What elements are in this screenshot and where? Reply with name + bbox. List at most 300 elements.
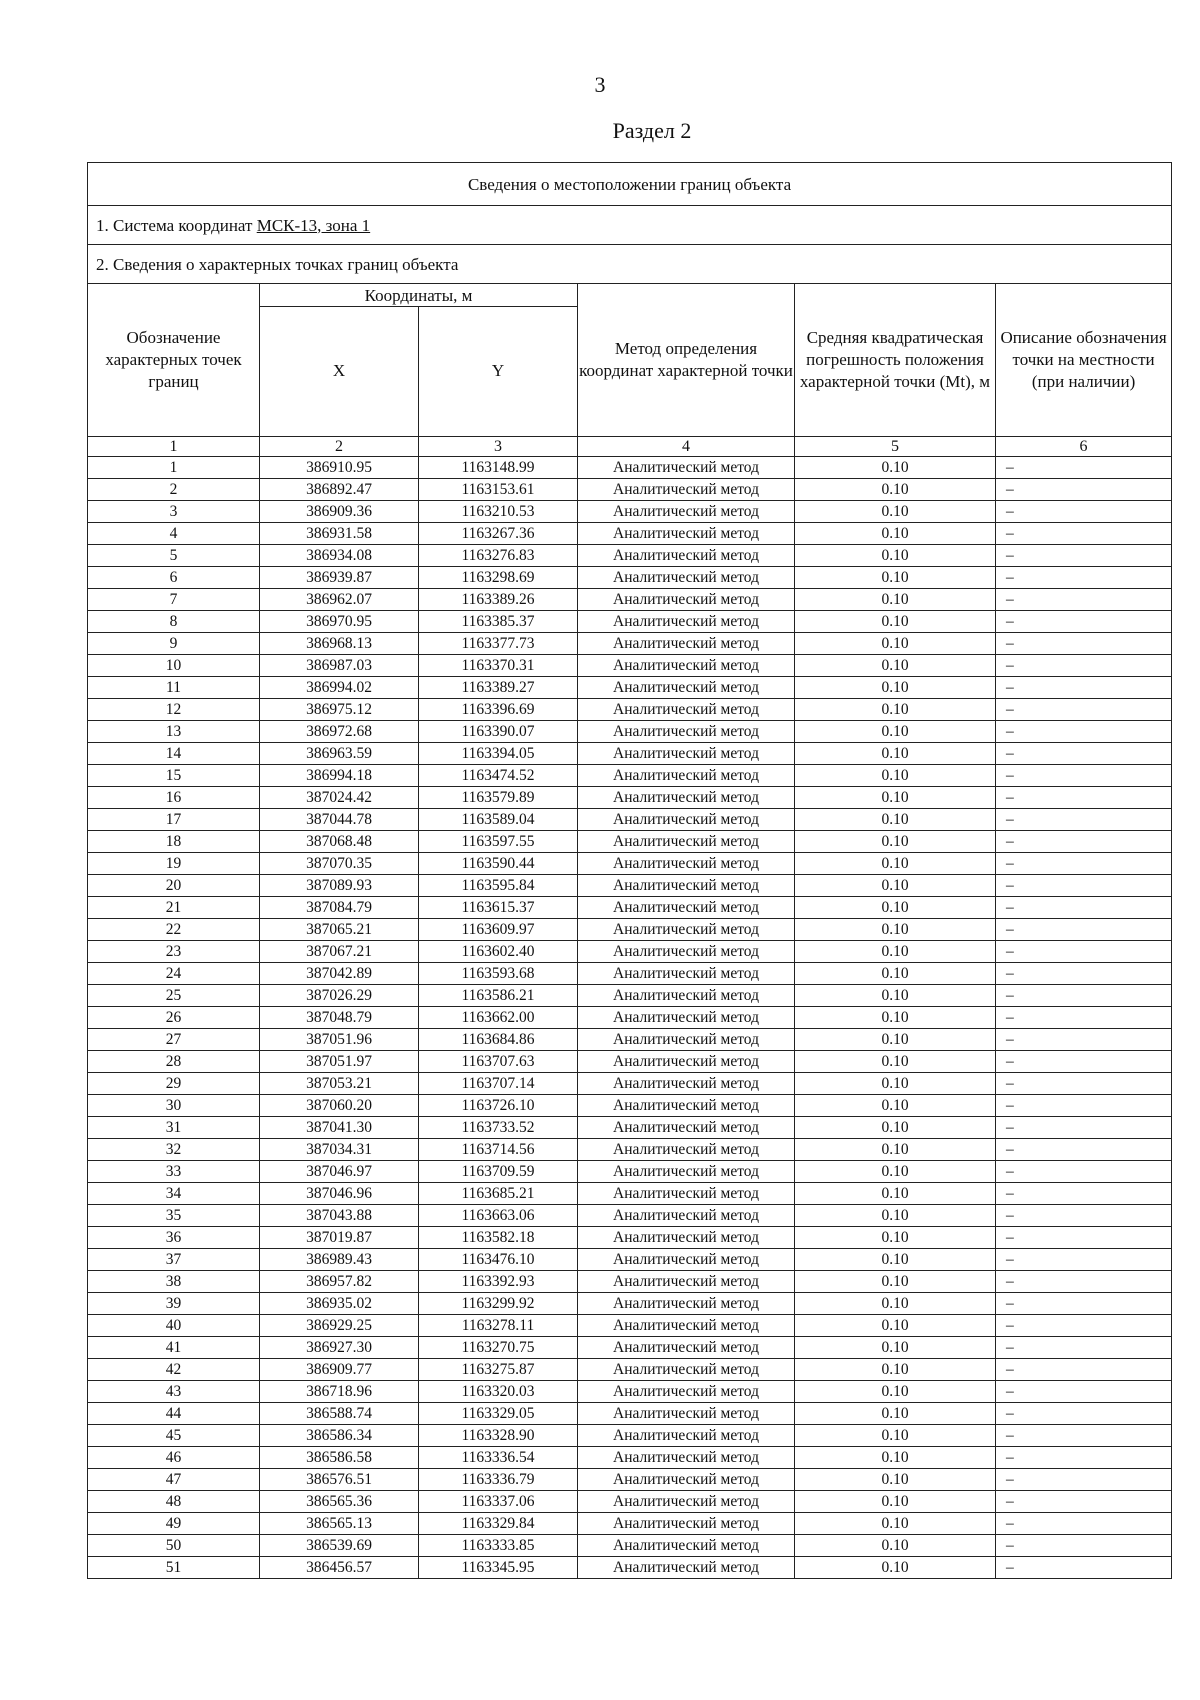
description-cell: –	[996, 1227, 1172, 1249]
y-coordinate-cell: 1163377.73	[419, 633, 578, 655]
point-number-cell: 47	[88, 1469, 260, 1491]
table-row	[88, 919, 1172, 941]
method-cell: Аналитический метод	[578, 1337, 795, 1359]
col-method-header: Метод определения координат характерной точки	[578, 284, 795, 437]
table-row	[88, 1557, 1172, 1579]
coordinates-group-header: Координаты, м	[260, 284, 578, 307]
x-coordinate-cell: 386892.47	[260, 479, 419, 501]
method-cell: Аналитический метод	[578, 1359, 795, 1381]
method-cell: Аналитический метод	[578, 1271, 795, 1293]
table-row	[88, 655, 1172, 677]
table-row	[88, 721, 1172, 743]
point-number-cell: 48	[88, 1491, 260, 1513]
description-cell: –	[996, 875, 1172, 897]
method-cell: Аналитический метод	[578, 589, 795, 611]
error-cell: 0.10	[795, 1337, 996, 1359]
error-cell: 0.10	[795, 655, 996, 677]
point-number-cell: 1	[88, 457, 260, 479]
table-row	[88, 1491, 1172, 1513]
table-row	[88, 985, 1172, 1007]
method-cell: Аналитический метод	[578, 699, 795, 721]
point-number-cell: 40	[88, 1315, 260, 1337]
point-number-cell: 39	[88, 1293, 260, 1315]
y-coordinate-cell: 1163298.69	[419, 567, 578, 589]
description-cell: –	[996, 1293, 1172, 1315]
description-cell: –	[996, 765, 1172, 787]
method-cell: Аналитический метод	[578, 1073, 795, 1095]
error-cell: 0.10	[795, 1293, 996, 1315]
description-cell: –	[996, 699, 1172, 721]
y-coordinate-cell: 1163389.26	[419, 589, 578, 611]
x-coordinate-cell: 387060.20	[260, 1095, 419, 1117]
boundary-points-table	[87, 162, 1172, 1579]
table-row	[88, 1359, 1172, 1381]
description-cell: –	[996, 589, 1172, 611]
table-row	[88, 1051, 1172, 1073]
point-number-cell: 8	[88, 611, 260, 633]
table-row	[88, 963, 1172, 985]
table-row	[88, 853, 1172, 875]
point-number-cell: 19	[88, 853, 260, 875]
point-number-cell: 23	[88, 941, 260, 963]
table-row	[88, 1073, 1172, 1095]
method-cell: Аналитический метод	[578, 1161, 795, 1183]
point-number-cell: 21	[88, 897, 260, 919]
description-cell: –	[996, 1315, 1172, 1337]
column-number: 2	[260, 437, 419, 457]
y-coordinate-cell: 1163392.93	[419, 1271, 578, 1293]
x-coordinate-cell: 386456.57	[260, 1557, 419, 1579]
description-cell: –	[996, 1051, 1172, 1073]
description-cell: –	[996, 545, 1172, 567]
point-number-cell: 24	[88, 963, 260, 985]
y-coordinate-cell: 1163589.04	[419, 809, 578, 831]
method-cell: Аналитический метод	[578, 1557, 795, 1579]
table-row	[88, 1117, 1172, 1139]
x-coordinate-cell: 387051.96	[260, 1029, 419, 1051]
col-description-header: Описание обозначения точки на местности (при наличии)	[996, 284, 1172, 437]
description-cell: –	[996, 1359, 1172, 1381]
point-number-cell: 4	[88, 523, 260, 545]
error-cell: 0.10	[795, 523, 996, 545]
x-coordinate-cell: 386972.68	[260, 721, 419, 743]
error-cell: 0.10	[795, 919, 996, 941]
description-cell: –	[996, 677, 1172, 699]
description-cell: –	[996, 1161, 1172, 1183]
x-coordinate-cell: 386975.12	[260, 699, 419, 721]
y-coordinate-cell: 1163586.21	[419, 985, 578, 1007]
column-number: 3	[419, 437, 578, 457]
error-cell: 0.10	[795, 1007, 996, 1029]
x-coordinate-cell: 386910.95	[260, 457, 419, 479]
method-cell: Аналитический метод	[578, 633, 795, 655]
method-cell: Аналитический метод	[578, 479, 795, 501]
page-number: 3	[594, 72, 606, 97]
table-row	[88, 743, 1172, 765]
error-cell: 0.10	[795, 1161, 996, 1183]
error-cell: 0.10	[795, 941, 996, 963]
table-row	[88, 1271, 1172, 1293]
method-cell: Аналитический метод	[578, 1007, 795, 1029]
point-number-cell: 33	[88, 1161, 260, 1183]
point-number-cell: 7	[88, 589, 260, 611]
y-coordinate-cell: 1163726.10	[419, 1095, 578, 1117]
col-y-header: Y	[419, 307, 578, 437]
error-cell: 0.10	[795, 501, 996, 523]
point-number-cell: 29	[88, 1073, 260, 1095]
error-cell: 0.10	[795, 853, 996, 875]
y-coordinate-cell: 1163275.87	[419, 1359, 578, 1381]
x-coordinate-cell: 387026.29	[260, 985, 419, 1007]
x-coordinate-cell: 387034.31	[260, 1139, 419, 1161]
points-section-header: 2. Сведения о характерных точках границ объекта	[88, 245, 1172, 284]
error-cell: 0.10	[795, 1117, 996, 1139]
method-cell: Аналитический метод	[578, 1403, 795, 1425]
y-coordinate-cell: 1163579.89	[419, 787, 578, 809]
error-cell: 0.10	[795, 875, 996, 897]
method-cell: Аналитический метод	[578, 941, 795, 963]
point-number-cell: 15	[88, 765, 260, 787]
table-row	[88, 633, 1172, 655]
point-number-cell: 28	[88, 1051, 260, 1073]
method-cell: Аналитический метод	[578, 743, 795, 765]
description-cell: –	[996, 1183, 1172, 1205]
error-cell: 0.10	[795, 787, 996, 809]
x-coordinate-cell: 386994.02	[260, 677, 419, 699]
method-cell: Аналитический метод	[578, 1293, 795, 1315]
y-coordinate-cell: 1163615.37	[419, 897, 578, 919]
y-coordinate-cell: 1163267.36	[419, 523, 578, 545]
x-coordinate-cell: 387089.93	[260, 875, 419, 897]
table-row	[88, 1403, 1172, 1425]
x-coordinate-cell: 386929.25	[260, 1315, 419, 1337]
table-row	[88, 941, 1172, 963]
point-number-cell: 43	[88, 1381, 260, 1403]
error-cell: 0.10	[795, 1403, 996, 1425]
error-cell: 0.10	[795, 633, 996, 655]
x-coordinate-cell: 387042.89	[260, 963, 419, 985]
method-cell: Аналитический метод	[578, 1249, 795, 1271]
description-cell: –	[996, 1425, 1172, 1447]
x-coordinate-cell: 386970.95	[260, 611, 419, 633]
table-row	[88, 523, 1172, 545]
error-cell: 0.10	[795, 1183, 996, 1205]
y-coordinate-cell: 1163328.90	[419, 1425, 578, 1447]
description-cell: –	[996, 1513, 1172, 1535]
error-cell: 0.10	[795, 1095, 996, 1117]
description-cell: –	[996, 1117, 1172, 1139]
method-cell: Аналитический метод	[578, 875, 795, 897]
point-number-cell: 3	[88, 501, 260, 523]
coordinate-system-label: 1. Система координат	[96, 215, 257, 235]
x-coordinate-cell: 387019.87	[260, 1227, 419, 1249]
error-cell: 0.10	[795, 1425, 996, 1447]
x-coordinate-cell: 387053.21	[260, 1073, 419, 1095]
x-coordinate-cell: 387044.78	[260, 809, 419, 831]
method-cell: Аналитический метод	[578, 985, 795, 1007]
description-cell: –	[996, 919, 1172, 941]
description-cell: –	[996, 1007, 1172, 1029]
point-number-cell: 31	[88, 1117, 260, 1139]
description-cell: –	[996, 1447, 1172, 1469]
method-cell: Аналитический метод	[578, 1227, 795, 1249]
x-coordinate-cell: 386909.36	[260, 501, 419, 523]
description-cell: –	[996, 479, 1172, 501]
description-cell: –	[996, 1337, 1172, 1359]
point-number-cell: 10	[88, 655, 260, 677]
table-row	[88, 831, 1172, 853]
x-coordinate-cell: 386927.30	[260, 1337, 419, 1359]
method-cell: Аналитический метод	[578, 1117, 795, 1139]
description-cell: –	[996, 567, 1172, 589]
method-cell: Аналитический метод	[578, 1535, 795, 1557]
x-coordinate-cell: 386931.58	[260, 523, 419, 545]
point-number-cell: 14	[88, 743, 260, 765]
point-number-cell: 5	[88, 545, 260, 567]
method-cell: Аналитический метод	[578, 1469, 795, 1491]
x-coordinate-cell: 387070.35	[260, 853, 419, 875]
method-cell: Аналитический метод	[578, 919, 795, 941]
x-coordinate-cell: 386935.02	[260, 1293, 419, 1315]
method-cell: Аналитический метод	[578, 721, 795, 743]
table-row	[88, 1139, 1172, 1161]
table-row	[88, 677, 1172, 699]
point-number-cell: 50	[88, 1535, 260, 1557]
y-coordinate-cell: 1163329.05	[419, 1403, 578, 1425]
table-row	[88, 1249, 1172, 1271]
method-cell: Аналитический метод	[578, 1491, 795, 1513]
y-coordinate-cell: 1163370.31	[419, 655, 578, 677]
method-cell: Аналитический метод	[578, 1183, 795, 1205]
description-cell: –	[996, 1557, 1172, 1579]
y-coordinate-cell: 1163595.84	[419, 875, 578, 897]
table-row	[88, 1161, 1172, 1183]
method-cell: Аналитический метод	[578, 655, 795, 677]
description-cell: –	[996, 1491, 1172, 1513]
col-x-header: X	[260, 307, 419, 437]
y-coordinate-cell: 1163733.52	[419, 1117, 578, 1139]
x-coordinate-cell: 386909.77	[260, 1359, 419, 1381]
table-row	[88, 501, 1172, 523]
description-cell: –	[996, 1535, 1172, 1557]
y-coordinate-cell: 1163590.44	[419, 853, 578, 875]
column-number: 5	[795, 437, 996, 457]
method-cell: Аналитический метод	[578, 787, 795, 809]
method-cell: Аналитический метод	[578, 1381, 795, 1403]
description-cell: –	[996, 853, 1172, 875]
y-coordinate-cell: 1163609.97	[419, 919, 578, 941]
method-cell: Аналитический метод	[578, 1205, 795, 1227]
method-cell: Аналитический метод	[578, 567, 795, 589]
method-cell: Аналитический метод	[578, 457, 795, 479]
y-coordinate-cell: 1163320.03	[419, 1381, 578, 1403]
method-cell: Аналитический метод	[578, 1425, 795, 1447]
table-row	[88, 1425, 1172, 1447]
method-cell: Аналитический метод	[578, 523, 795, 545]
table-row	[88, 1337, 1172, 1359]
point-number-cell: 13	[88, 721, 260, 743]
y-coordinate-cell: 1163337.06	[419, 1491, 578, 1513]
description-cell: –	[996, 457, 1172, 479]
x-coordinate-cell: 386576.51	[260, 1469, 419, 1491]
description-cell: –	[996, 1139, 1172, 1161]
error-cell: 0.10	[795, 699, 996, 721]
y-coordinate-cell: 1163299.92	[419, 1293, 578, 1315]
y-coordinate-cell: 1163345.95	[419, 1557, 578, 1579]
description-cell: –	[996, 985, 1172, 1007]
point-number-cell: 46	[88, 1447, 260, 1469]
y-coordinate-cell: 1163210.53	[419, 501, 578, 523]
x-coordinate-cell: 386987.03	[260, 655, 419, 677]
point-number-cell: 37	[88, 1249, 260, 1271]
x-coordinate-cell: 386586.58	[260, 1447, 419, 1469]
y-coordinate-cell: 1163329.84	[419, 1513, 578, 1535]
y-coordinate-cell: 1163709.59	[419, 1161, 578, 1183]
table-row	[88, 567, 1172, 589]
method-cell: Аналитический метод	[578, 1095, 795, 1117]
y-coordinate-cell: 1163714.56	[419, 1139, 578, 1161]
error-cell: 0.10	[795, 1381, 996, 1403]
y-coordinate-cell: 1163390.07	[419, 721, 578, 743]
y-coordinate-cell: 1163153.61	[419, 479, 578, 501]
point-number-cell: 22	[88, 919, 260, 941]
y-coordinate-cell: 1163602.40	[419, 941, 578, 963]
error-cell: 0.10	[795, 1557, 996, 1579]
x-coordinate-cell: 386934.08	[260, 545, 419, 567]
x-coordinate-cell: 386994.18	[260, 765, 419, 787]
x-coordinate-cell: 387046.97	[260, 1161, 419, 1183]
y-coordinate-cell: 1163582.18	[419, 1227, 578, 1249]
description-cell: –	[996, 831, 1172, 853]
method-cell: Аналитический метод	[578, 545, 795, 567]
method-cell: Аналитический метод	[578, 1513, 795, 1535]
error-cell: 0.10	[795, 1029, 996, 1051]
y-coordinate-cell: 1163333.85	[419, 1535, 578, 1557]
description-cell: –	[996, 1249, 1172, 1271]
error-cell: 0.10	[795, 1359, 996, 1381]
error-cell: 0.10	[795, 1271, 996, 1293]
x-coordinate-cell: 387024.42	[260, 787, 419, 809]
point-number-cell: 6	[88, 567, 260, 589]
method-cell: Аналитический метод	[578, 853, 795, 875]
table-row	[88, 765, 1172, 787]
y-coordinate-cell: 1163685.21	[419, 1183, 578, 1205]
table-row	[88, 699, 1172, 721]
description-cell: –	[996, 1271, 1172, 1293]
description-cell: –	[996, 1029, 1172, 1051]
description-cell: –	[996, 1381, 1172, 1403]
method-cell: Аналитический метод	[578, 831, 795, 853]
section-title: Раздел 2	[612, 118, 692, 143]
point-number-cell: 11	[88, 677, 260, 699]
error-cell: 0.10	[795, 567, 996, 589]
description-cell: –	[996, 809, 1172, 831]
method-cell: Аналитический метод	[578, 765, 795, 787]
table-row	[88, 457, 1172, 479]
description-cell: –	[996, 787, 1172, 809]
error-cell: 0.10	[795, 1491, 996, 1513]
table-row	[88, 545, 1172, 567]
error-cell: 0.10	[795, 611, 996, 633]
table-row	[88, 1293, 1172, 1315]
x-coordinate-cell: 386586.34	[260, 1425, 419, 1447]
error-cell: 0.10	[795, 677, 996, 699]
x-coordinate-cell: 386539.69	[260, 1535, 419, 1557]
error-cell: 0.10	[795, 1535, 996, 1557]
description-cell: –	[996, 633, 1172, 655]
error-cell: 0.10	[795, 1513, 996, 1535]
table-row	[88, 1183, 1172, 1205]
error-cell: 0.10	[795, 1227, 996, 1249]
y-coordinate-cell: 1163270.75	[419, 1337, 578, 1359]
x-coordinate-cell: 387065.21	[260, 919, 419, 941]
table-title: Сведения о местоположении границ объекта	[88, 163, 1172, 206]
table-row	[88, 1007, 1172, 1029]
error-cell: 0.10	[795, 743, 996, 765]
col-error-header: Средняя квадратическая погрешность положения характерной точки (Mt), м	[795, 284, 996, 437]
y-coordinate-cell: 1163394.05	[419, 743, 578, 765]
point-number-cell: 45	[88, 1425, 260, 1447]
x-coordinate-cell: 386968.13	[260, 633, 419, 655]
table-row	[88, 875, 1172, 897]
description-cell: –	[996, 655, 1172, 677]
y-coordinate-cell: 1163396.69	[419, 699, 578, 721]
column-number: 6	[996, 437, 1172, 457]
description-cell: –	[996, 523, 1172, 545]
y-coordinate-cell: 1163707.63	[419, 1051, 578, 1073]
method-cell: Аналитический метод	[578, 1029, 795, 1051]
description-cell: –	[996, 1469, 1172, 1491]
table-row	[88, 1513, 1172, 1535]
x-coordinate-cell: 387084.79	[260, 897, 419, 919]
error-cell: 0.10	[795, 545, 996, 567]
x-coordinate-cell: 387041.30	[260, 1117, 419, 1139]
error-cell: 0.10	[795, 1139, 996, 1161]
x-coordinate-cell: 386963.59	[260, 743, 419, 765]
description-cell: –	[996, 1205, 1172, 1227]
x-coordinate-cell: 387051.97	[260, 1051, 419, 1073]
table-row	[88, 589, 1172, 611]
point-number-cell: 42	[88, 1359, 260, 1381]
y-coordinate-cell: 1163385.37	[419, 611, 578, 633]
x-coordinate-cell: 386962.07	[260, 589, 419, 611]
table-row	[88, 1535, 1172, 1557]
y-coordinate-cell: 1163597.55	[419, 831, 578, 853]
table-row	[88, 611, 1172, 633]
error-cell: 0.10	[795, 1073, 996, 1095]
description-cell: –	[996, 501, 1172, 523]
point-number-cell: 27	[88, 1029, 260, 1051]
error-cell: 0.10	[795, 1315, 996, 1337]
description-cell: –	[996, 897, 1172, 919]
table-row	[88, 1095, 1172, 1117]
col-designation-header: Обозначение характерных точек границ	[88, 284, 260, 437]
point-number-cell: 17	[88, 809, 260, 831]
description-cell: –	[996, 1073, 1172, 1095]
x-coordinate-cell: 386957.82	[260, 1271, 419, 1293]
y-coordinate-cell: 1163278.11	[419, 1315, 578, 1337]
method-cell: Аналитический метод	[578, 1139, 795, 1161]
error-cell: 0.10	[795, 457, 996, 479]
column-number: 4	[578, 437, 795, 457]
method-cell: Аналитический метод	[578, 611, 795, 633]
point-number-cell: 35	[88, 1205, 260, 1227]
y-coordinate-cell: 1163663.06	[419, 1205, 578, 1227]
point-number-cell: 25	[88, 985, 260, 1007]
description-cell: –	[996, 1095, 1172, 1117]
point-number-cell: 32	[88, 1139, 260, 1161]
x-coordinate-cell: 386588.74	[260, 1403, 419, 1425]
